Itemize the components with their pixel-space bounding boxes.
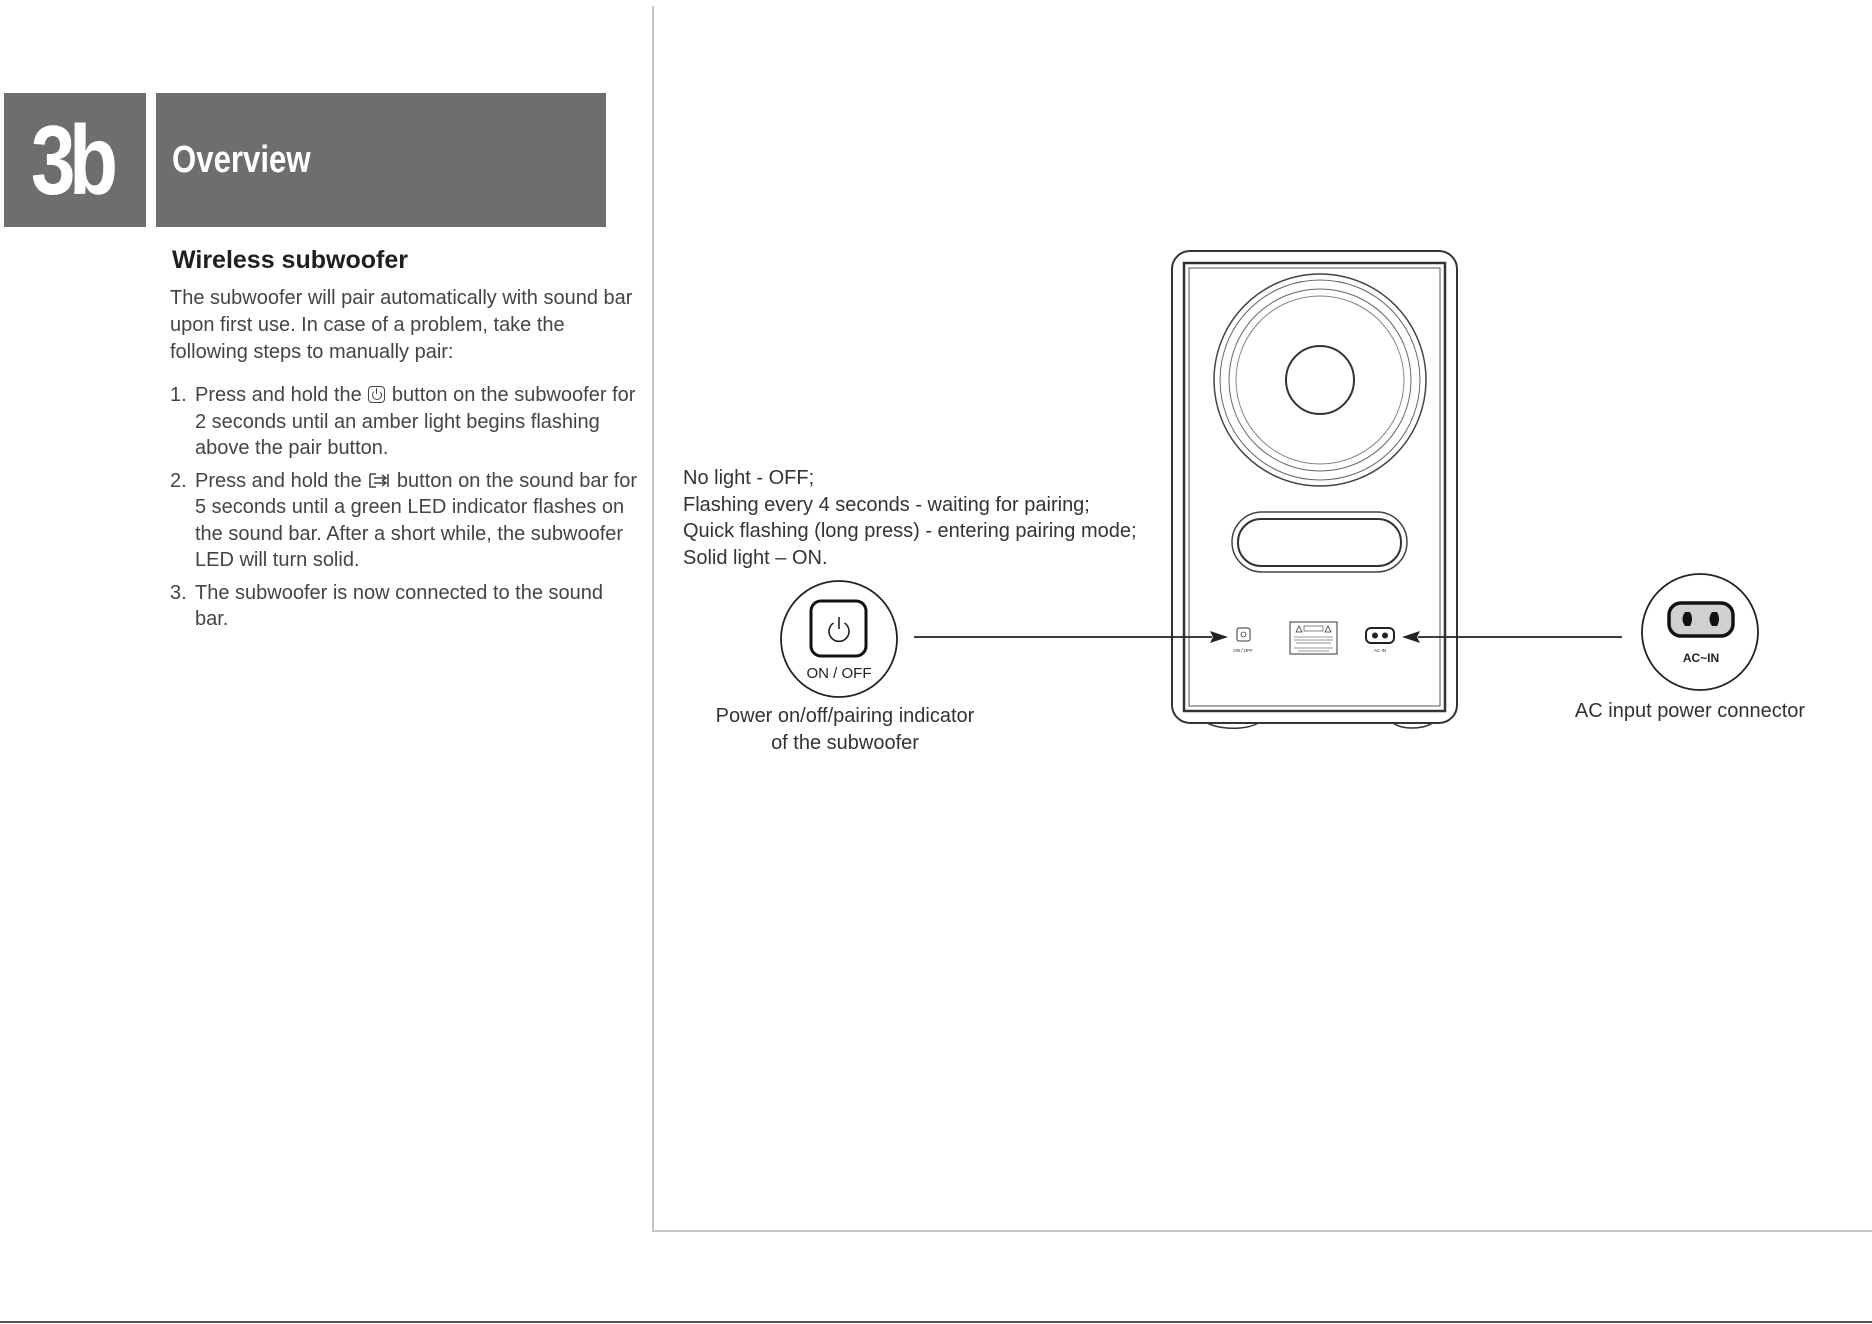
power-caption xyxy=(690,703,1000,757)
ac-in-label: AC~IN xyxy=(1682,651,1720,665)
small-onoff-label: ON / OFF xyxy=(1233,648,1253,653)
power-caption-line2: of the subwoofer xyxy=(771,732,919,754)
led-state-pairing: Quick flashing (long press) - entering pairing mode; xyxy=(683,520,1137,542)
step-text-after: button on the subwoofer for 2 seconds until an amber light begins flashing above the pair button. xyxy=(195,384,636,459)
step-text-before: Press and hold the xyxy=(195,469,362,492)
step-text-after: button on the sound bar for 5 seconds until a green LED indicator flashes on the sound bar. After a short while, the subwoofer LED will turn solid. xyxy=(195,469,638,571)
step-text-before: Press and hold the xyxy=(195,384,362,406)
power-button-label: ON / OFF xyxy=(806,665,872,682)
led-state-on: Solid light – ON. xyxy=(683,546,828,569)
step-text-before: The subwoofer is now connected to the sound bar. xyxy=(195,581,604,630)
step-number: 2. xyxy=(170,469,187,492)
power-button-callout xyxy=(781,581,897,697)
ac-caption: AC input power connector xyxy=(1574,700,1806,722)
subwoofer-illustration xyxy=(1172,251,1457,728)
led-state-off: No light - OFF; xyxy=(683,467,815,489)
led-state-waiting: Flashing every 4 seconds - waiting for pairing; xyxy=(683,493,1090,516)
intro-paragraph: The subwoofer will pair automatically with sound bar upon first use. In case of a problem, take the following steps to manually pair: xyxy=(170,287,633,363)
section-number: 3b xyxy=(30,105,112,215)
ac-socket-icon xyxy=(1669,603,1733,636)
step-number: 3. xyxy=(170,581,187,604)
section-title: Overview xyxy=(172,139,311,181)
power-caption-line1: Power on/off/pairing indicator xyxy=(715,705,975,727)
led-states-list xyxy=(683,465,1137,571)
small-acin-label: AC IN xyxy=(1373,648,1387,653)
ac-input-callout xyxy=(1642,574,1758,690)
step-number: 1. xyxy=(170,384,187,406)
subheading: Wireless subwoofer xyxy=(172,246,408,274)
